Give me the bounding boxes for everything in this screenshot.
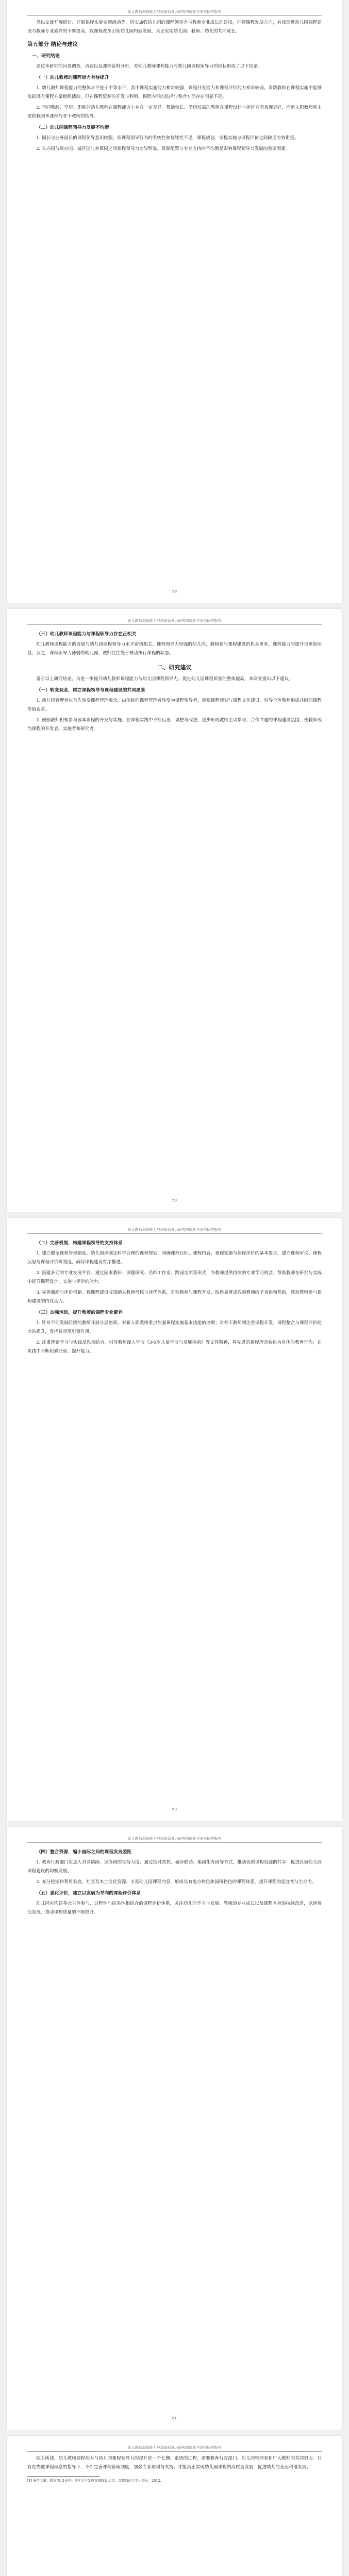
paragraph: 2. 公办园与民办园、城区园与乡镇园之间课程领导力差异明显，资源配置与专业支持的不均衡是影响课程领导力发展的重要因素。 (36, 146, 290, 151)
footnote: [1] 参考文献：教育部. 3-6岁儿童学习与发展指南[S]. 北京：首都师范大学出版社，2012. (27, 2479, 161, 2483)
paragraph: 2. 鼓励教师积极参与园本课程的开发与实施，在课程实践中不断反思、调整与改进，逐步形成教师主动参与、合作共建的课程建设氛围，使教师成为课程的开发者、实施者和研究者。 (27, 718, 322, 732)
page-number: 59 (172, 1198, 177, 1202)
subheading: （三）幼儿教师课程能力与课程领导力存在正相关 (36, 632, 137, 637)
paragraph: 幼儿园应构建多元主体参与、过程性与结果性相结合的课程评价体系，关注幼儿的学习与发展、教师的专业成长以及课程本身的持续改进，以评价促发展，推动课程质量的不断提升。 (27, 1901, 322, 1915)
paragraph: 1. 教育行政部门应加大对乡镇园、民办园的支持力度，通过结对帮扶、城乡联动、集团化办园等方式，推动优质课程资源的共享，促进区域幼儿园课程建设的均衡发展。 (27, 1860, 322, 1874)
paragraph: 2. 充分挖掘和利用家庭、社区及本土文化资源，丰富幼儿园课程内容，形成具有地方特色和园所特色的课程体系，提升课程的适宜性与生命力。 (36, 1879, 317, 1885)
paragraph: 综上所述，幼儿教师课程能力与幼儿园课程领导力的提升是一个长期、系统的过程，需要教育行政部门、幼儿园管理者和广大教师的共同努力。只有在先进课程理念的指导下，不断完善课程管理制度，加强专业培训与支持，才能真正实现幼儿园课程的高质量发展，促进幼儿的全面和谐发展。 (27, 2456, 322, 2470)
document-page-1 (7, 0, 342, 603)
paragraph: 2. 不同教龄、学历、职称的幼儿教师在课程能力上存在一定差异。教龄较长、学历较高的教师在课程设计与评价方面表现更好，而新入职教师则主要依赖园本课程与骨干教师的指导。 (27, 105, 322, 119)
paragraph: 通过本研究的问卷调查、访谈以及课程资料分析，对幼儿教师课程能力与幼儿园课程领导力的现状形成了以下结论。 (36, 64, 262, 69)
running-header: 幼儿教师课程能力与课程领导力研究的现状与发展研究报告 (127, 1837, 222, 1841)
paragraph: 基于以上研究结论，为进一步提升幼儿教师课程能力与幼儿园课程领导力，促进幼儿园课程质量的整体提高，本研究提出以下建议。 (36, 676, 293, 682)
running-header: 幼儿教师课程能力与课程领导力研究的现状与发展研究报告 (127, 1228, 222, 1232)
subsection-heading: 一、研究结论 (32, 54, 60, 59)
paragraph: 2. 注重理论学习与实践反思相结合。引导教师深入学习《3-6岁儿童学习与发展指南》等文件精神，将先进的课程理念转化为具体的教育行为，在实践中不断积累经验、提升能力。 (27, 1340, 322, 1354)
subheading: （二）幼儿园课程领导力发展不均衡 (36, 125, 109, 130)
subheading: （二）完善机制，构建课程领导的支持体系 (36, 1241, 123, 1246)
paragraph: 1. 建立健全课程管理制度。幼儿园应制定科学合理的课程规划，明确课程目标、课程内容、课程实施与课程评价的基本要求，建立课程审议、课程反思与课程评价等制度，确保课程建设有序推进。 (27, 1251, 322, 1265)
paragraph: 1. 针对不同发展阶段的教师开展分层培训。对新入职教师重点加强课程实施基本技能的培训；对骨干教师则注重课程开发、课程整合与课程评价能力的提升，发挥其示范引领作用。 (27, 1320, 322, 1334)
running-header: 幼儿教师课程能力与课程领导力研究的现状与发展研究报告 (127, 10, 222, 14)
page-body (27, 2454, 322, 2486)
document-page-5 (7, 2436, 342, 2576)
subheading: （五）强化评价，建立以发展为导向的课程评价体系 (36, 1891, 141, 1896)
subheading: （一）幼儿教师的课程能力有待提升 (36, 75, 109, 80)
paragraph: 3. 完善激励与评价机制。将课程建设成果纳入教师考核与评优体系，对积极参与课程开发、取得显著成效的教师给予表彰和奖励，激发教师参与课程建设的内在动力。 (27, 1290, 322, 1304)
paragraph: 1. 园长与业务园长的课程领导意识较强，但课程领导行为的系统性和持续性不足，课程规划、课程实施与课程评价之间缺乏有效衔接。 (36, 135, 299, 141)
page-body (27, 628, 322, 736)
subheading: （三）加强培训，提升教师的课程专业素养 (36, 1310, 123, 1315)
paragraph: 外出交流开展研讨、开展课程实施专题活动等，切实加强幼儿园的课程领导力与教师专业成长的建设，把握课程发展方向，有效促进幼儿园课程建设与教师专业素养的不断提高，以课程改革引领幼儿园内涵发展，真正实现幼儿园、教师、幼儿的共同成长。 (27, 20, 322, 34)
page-number: 60 (172, 1807, 177, 1811)
header-rule (27, 1233, 322, 1234)
header-rule (27, 624, 322, 625)
section-heading: 二、研究建议 (157, 664, 192, 671)
section-heading: 第五部分 结论与建议 (27, 41, 78, 47)
header-rule (27, 1842, 322, 1843)
running-header: 幼儿教师课程能力与课程领导力研究的现状与发展研究报告 (127, 2446, 222, 2450)
footnote-rule (27, 2476, 99, 2477)
document-page-2 (7, 609, 342, 1212)
paragraph: 1. 幼儿园管理者应首先转变课程管理观念，由传统的课程管理者转变为课程领导者，重视课程规划与课程文化建设，引导全体教师形成共同的课程价值追求。 (27, 698, 322, 712)
document-page-3 (7, 1218, 342, 1821)
page-body (27, 1236, 322, 1358)
document-page-4 (7, 1827, 342, 2430)
subheading: （四）整合资源，缩小园际之间的课程发展差距 (36, 1850, 132, 1855)
header-rule (27, 2451, 322, 2452)
page-number: 61 (172, 2416, 177, 2420)
header-rule (27, 15, 322, 16)
page-number: 58 (172, 589, 177, 594)
running-header: 幼儿教师课程能力与课程领导力研究的现状与发展研究报告 (127, 619, 222, 623)
paragraph: 1. 幼儿教师课程能力的整体水平处于中等水平，其中课程实施能力相对较强，课程开发能力和课程评价能力相对较弱。多数教师在课程实施中能够依据既有课程方案组织活动，但在课程资源的开发与利用、课程内容的选择与整合方面存在明显不足。 (27, 86, 322, 99)
page-body (27, 1845, 322, 1919)
subheading: （一）转变观念，树立课程领导与课程建设的共同愿景 (36, 688, 145, 693)
page-body (27, 19, 322, 156)
paragraph: 2. 搭建多元的专业发展平台。通过园本教研、课题研究、名师工作室、跨园交流等形式，为教师提供持续的专业学习机会，帮助教师在研究与实践中提升课程设计、实施与评价的能力。 (27, 1270, 322, 1284)
paragraph: 幼儿教师课程能力的发展与幼儿园课程领导力水平密切相关。课程领导力较强的幼儿园，教师参与课程建设的机会更多，课程能力的提升也更加明显；反之，课程领导力薄弱的幼儿园，教师往往处于被动执行课程的状态。 (27, 642, 322, 656)
